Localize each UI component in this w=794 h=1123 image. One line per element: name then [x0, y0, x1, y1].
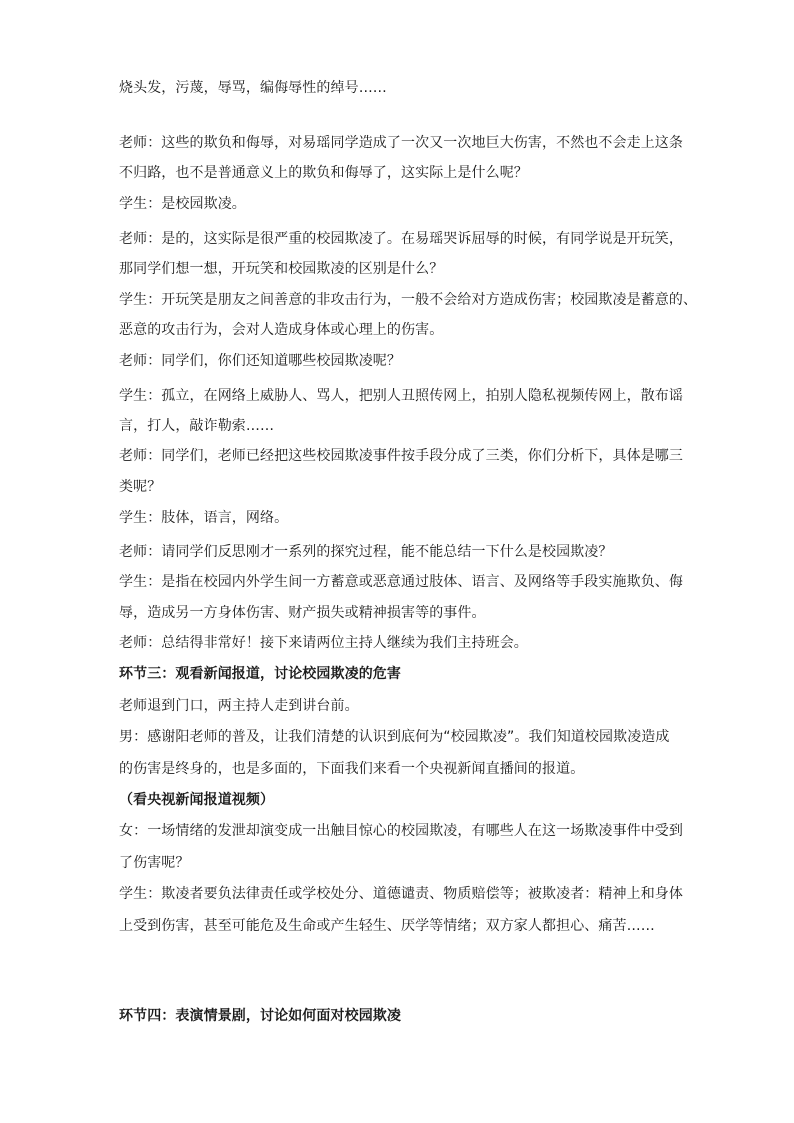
- text-line: 老师：请同学们反思刚才一系列的探究过程，能不能总结一下什么是校园欺凌？: [119, 544, 613, 560]
- section-heading: 环节三：观看新闻报道，讨论校园欺凌的危害: [119, 666, 401, 682]
- text-line: 男：感谢阳老师的普及，让我们清楚的认识到底何为“校园欺凌”。我们知道校园欺凌造成: [119, 729, 670, 745]
- text-line: 恶意的攻击行为，会对人造成身体或心理上的伤害。: [119, 322, 444, 338]
- text-line: 老师：同学们，你们还知道哪些校园欺凌呢？: [119, 353, 401, 369]
- video-note: （看央视新闻报道视频）: [119, 792, 275, 808]
- text-line: 言，打人，敲诈勒索……: [119, 418, 275, 434]
- text-line: 不归路，也不是普通意义上的欺负和侮辱了，这实际上是什么呢？: [119, 165, 528, 181]
- text-line: 学生：肢体，语言，网络。: [119, 510, 289, 526]
- section-heading: 环节四：表演情景剧，讨论如何面对校园欺凌: [119, 1008, 401, 1024]
- text-line: 学生：是校园欺凌。: [119, 196, 246, 212]
- text-line: 类呢？: [119, 479, 162, 495]
- text-line: 老师：是的，这实际是很严重的校园欺凌了。在易瑶哭诉屈辱的时候，有同学说是开玩笑，: [119, 231, 683, 247]
- text-line: 女：一场情绪的发泄却演变成一出触目惊心的校园欺凌，有哪些人在这一场欺凌事件中受到: [119, 823, 683, 839]
- text-line: 烧头发，污蔑，辱骂，编侮辱性的绰号……: [119, 80, 387, 96]
- text-line: 老师退到门口，两主持人走到讲台前。: [119, 698, 359, 714]
- text-line: 学生：孤立，在网络上威胁人、骂人，把别人丑照传网上，拍别人隐私视频传网上，散布谣: [119, 388, 683, 404]
- text-line: 老师：总结得非常好！接下来请两位主持人继续为我们主持班会。: [119, 635, 528, 651]
- text-line: 老师：这些的欺负和侮辱，对易瑶同学造成了一次又一次地巨大伤害，不然也不会走上这条: [119, 135, 683, 151]
- text-line: 老师：同学们，老师已经把这些校园欺凌事件按手段分成了三类，你们分析下，具体是哪三: [119, 448, 683, 464]
- text-line: 学生：开玩笑是朋友之间善意的非攻击行为，一般不会给对方造成伤害；校园欺凌是蓄意的、: [119, 292, 698, 308]
- text-line: 学生：是指在校园内外学生间一方蓄意或恶意通过肢体、语言、及网络等手段实施欺负、侮: [119, 574, 683, 590]
- text-line: 上受到伤害，甚至可能危及生命或产生轻生、厌学等情绪；双方家人都担心、痛苦……: [119, 918, 655, 934]
- text-line: 学生：欺凌者要负法律责任或学校处分、道德谴责、物质赔偿等；被欺凌者：精神上和身体: [119, 886, 683, 902]
- text-line: 辱，造成另一方身体伤害、财产损失或精神损害等的事件。: [119, 605, 486, 621]
- text-line: 的伤害是终身的，也是多面的，下面我们来看一个央视新闻直播间的报道。: [119, 761, 585, 777]
- text-line: 了伤害呢？: [119, 855, 190, 871]
- text-line: 那同学们想一想，开玩笑和校园欺凌的区别是什么？: [119, 261, 444, 277]
